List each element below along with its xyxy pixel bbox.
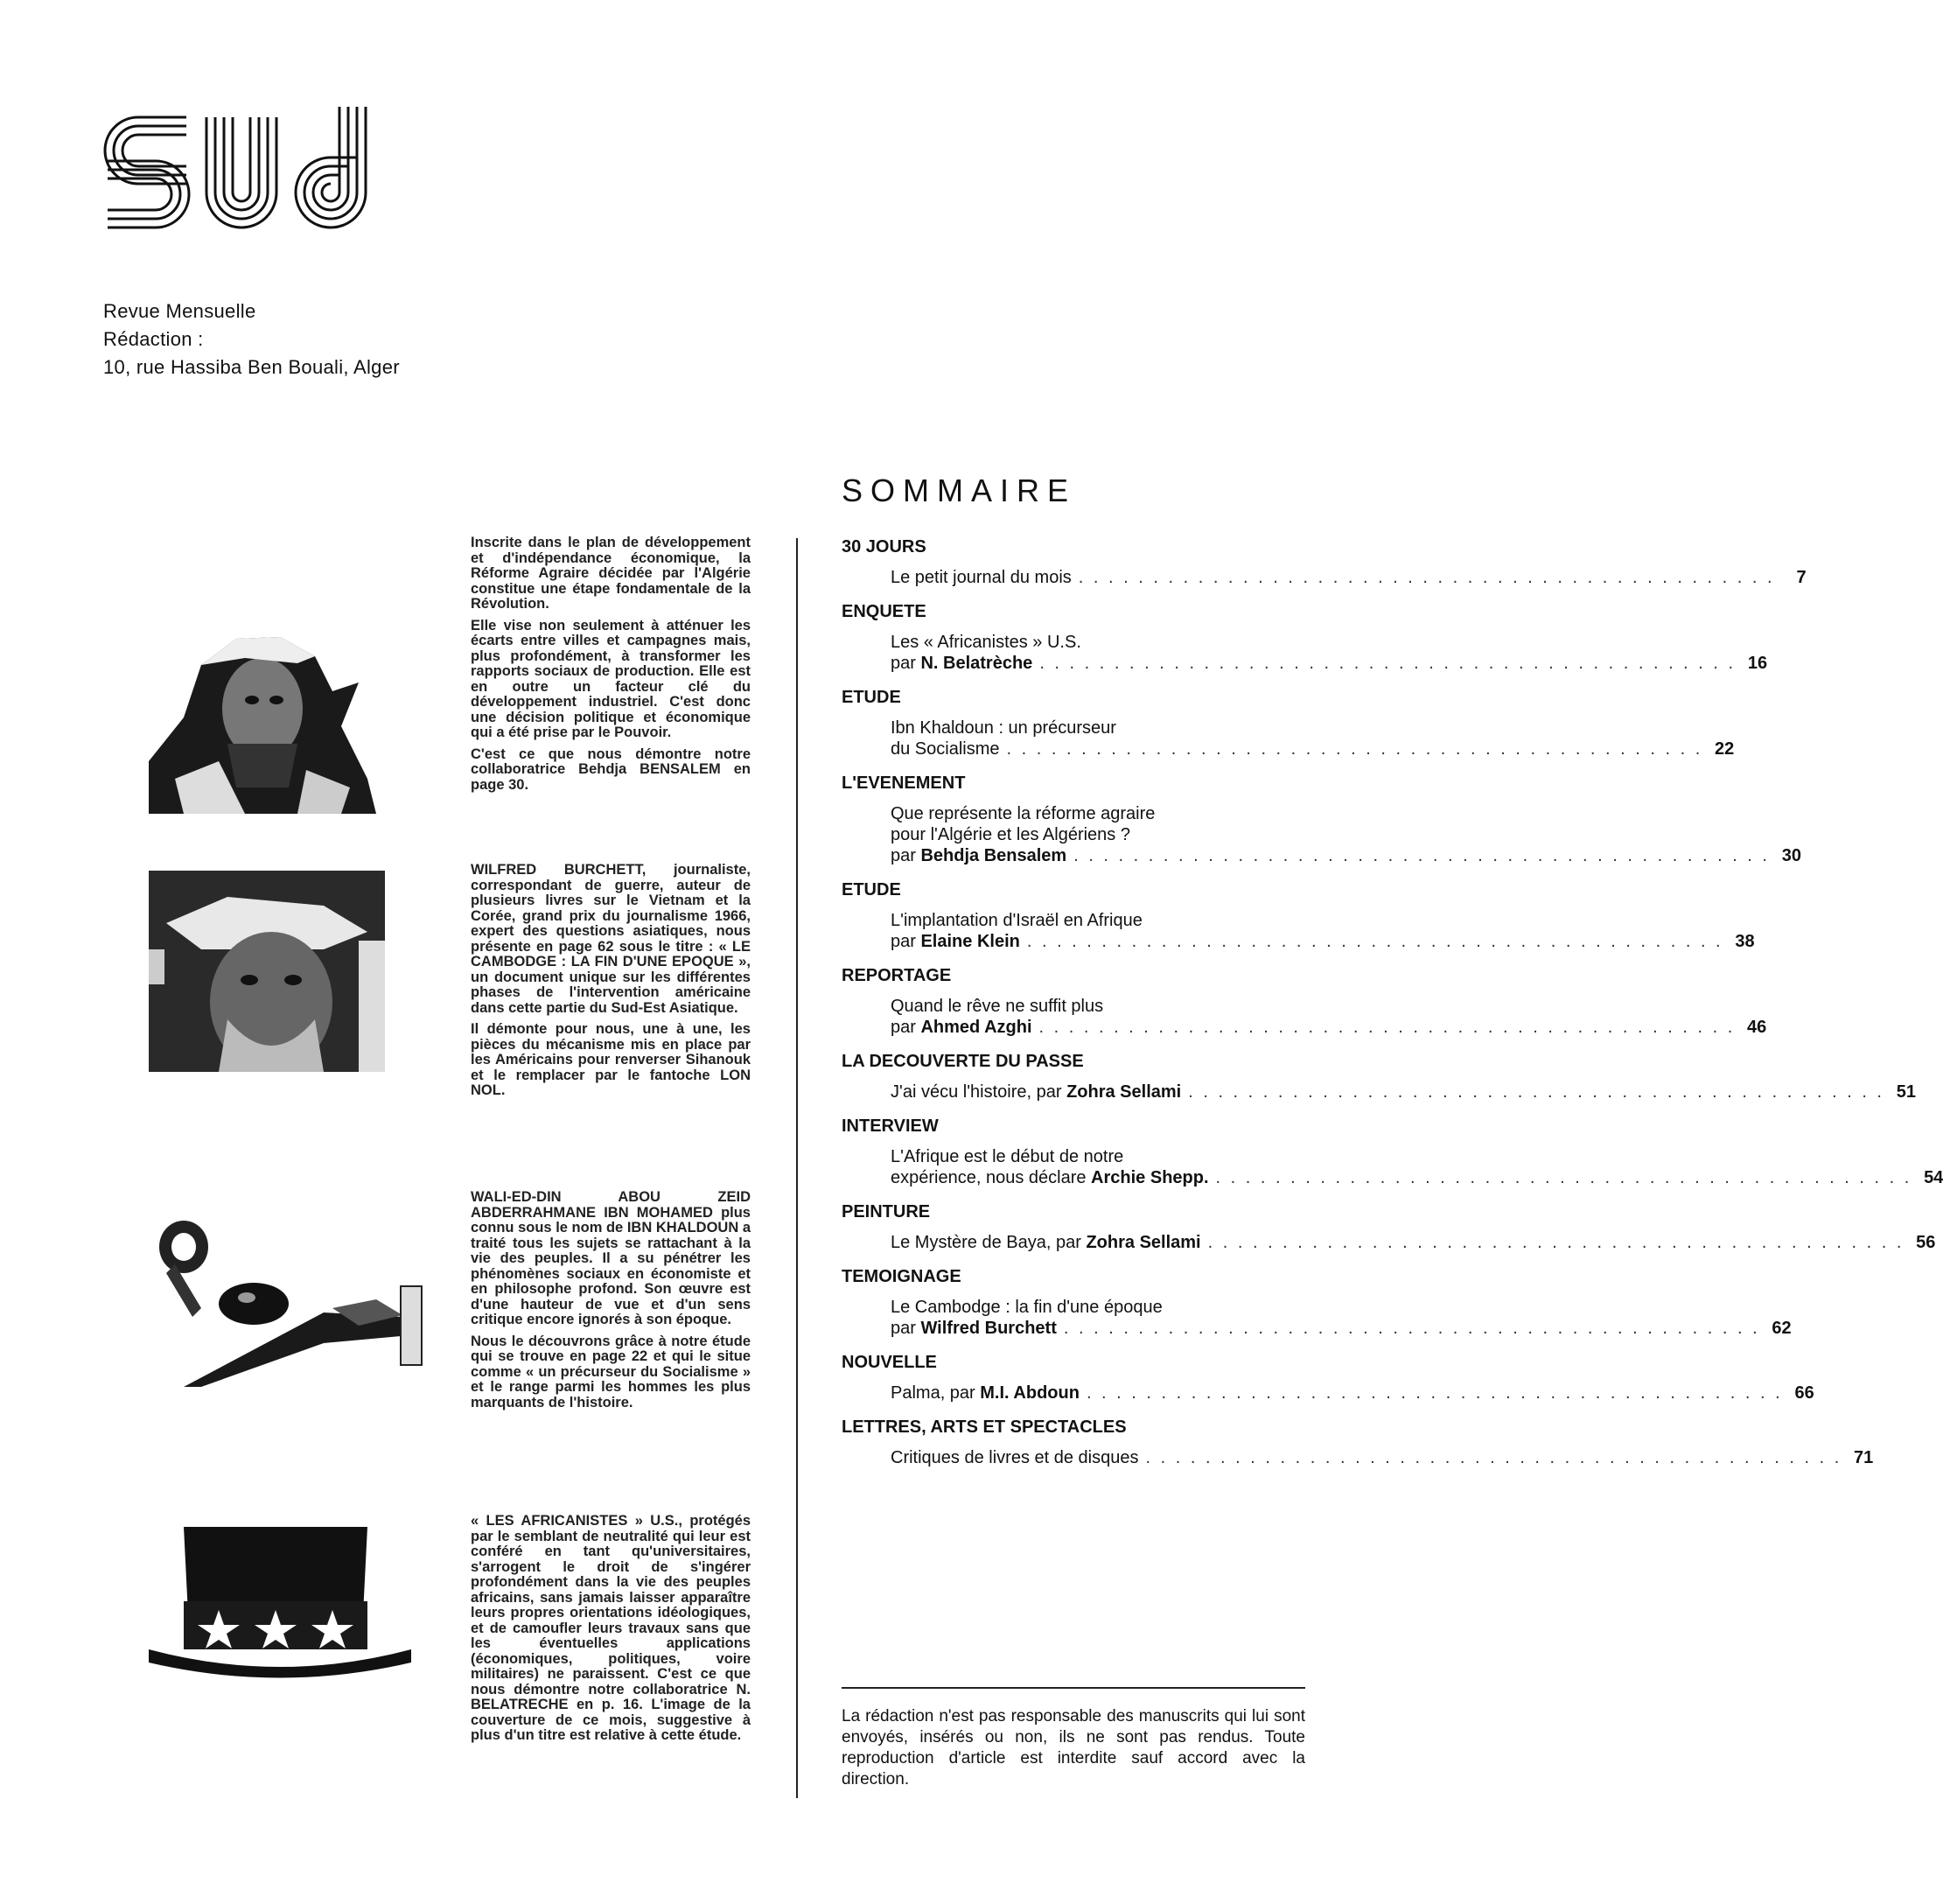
toc-page-number: 46 bbox=[1747, 1018, 1767, 1037]
toc-entry-text: Le petit journal du mois bbox=[891, 568, 1072, 587]
toc-entry[interactable] bbox=[842, 632, 1768, 674]
masthead-line2: Rédaction : bbox=[103, 328, 204, 350]
toc-section-heading: PEINTURE bbox=[842, 1202, 931, 1222]
toc-entry-text: Critiques de livres et de disques bbox=[891, 1448, 1139, 1467]
toc-entry-author: M.I. Abdoun bbox=[980, 1383, 1080, 1403]
photo-ink-quill bbox=[149, 1212, 429, 1387]
blurb-paragraph: WILFRED BURCHETT, journaliste, correspondant de guerre, auteur de plusieurs livres sur le Vietnam et la Corée, grand prix du journalisme 1966, expert des questions asiatiques, nous présente en page 62 sous le titre : « LE CAMBODGE : LA FIN D'UNE EPOQUE », un document unique sur les différentes phases de l'intervention américaine dans cette partie du Sud-Est Asiatique. bbox=[471, 862, 751, 1016]
toc-entry-text: par bbox=[891, 1018, 921, 1037]
toc-entry-text: Palma, par bbox=[891, 1383, 981, 1403]
blurb-paragraph: Il démonte pour nous, une à une, les pièces du mécanisme mis en place par les Américains pour renverser Sihanouk et le remplacer par le fantoche LON NOL. bbox=[471, 1021, 751, 1098]
toc-leader-dots: . . . . . . . . . . . . . . . . . . . . . . . . . . . . . . . . . . . . . . . . . . . . . . . bbox=[1188, 1082, 1884, 1102]
toc-page-number: 56 bbox=[1916, 1233, 1936, 1252]
toc-page-number: 16 bbox=[1747, 654, 1768, 673]
toc-section-heading: L'EVENEMENT bbox=[842, 774, 966, 793]
toc-section bbox=[842, 772, 1801, 866]
blurb-reforme-agraire bbox=[471, 536, 751, 799]
toc-entry-text: expérience, nous déclare bbox=[891, 1168, 1092, 1187]
toc-entry-line: L'Afrique est le début de notre bbox=[891, 1147, 1124, 1166]
toc-leader-dots: . . . . . . . . . . . . . . . . . . . . . . . . . . . . . . . . . . . . . . . . . . . . . . . bbox=[1215, 1168, 1912, 1187]
toc-entry-line: Que représente la réforme agraire bbox=[891, 804, 1156, 823]
toc-section bbox=[842, 1416, 1874, 1468]
masthead bbox=[103, 298, 400, 382]
toc-leader-dots: . . . . . . . . . . . . . . . . . . . . . . . . . . . . . . . . . . . . . . . . . . . . . . . bbox=[1145, 1448, 1842, 1467]
toc-entry[interactable] bbox=[842, 1082, 1916, 1102]
toc-entry[interactable] bbox=[842, 910, 1755, 952]
toc-section-heading: LETTRES, ARTS ET SPECTACLES bbox=[842, 1418, 1127, 1437]
table-of-contents bbox=[842, 536, 1943, 1480]
toc-entry-line: Quand le rêve ne suffit plus bbox=[891, 997, 1104, 1016]
toc-page-number: 66 bbox=[1794, 1383, 1814, 1403]
toc-section bbox=[842, 686, 1735, 760]
toc-page-number: 30 bbox=[1781, 846, 1801, 865]
toc-page-number: 71 bbox=[1854, 1448, 1874, 1467]
toc-entry-author: Ahmed Azghi bbox=[920, 1018, 1032, 1037]
toc-entry-author: Zohra Sellami bbox=[1086, 1233, 1201, 1252]
blurb-paragraph: C'est ce que nous démontre notre collaboratrice Behdja BENSALEM en page 30. bbox=[471, 746, 751, 793]
toc-section-heading: INTERVIEW bbox=[842, 1116, 939, 1136]
toc-entry[interactable] bbox=[842, 1382, 1814, 1404]
toc-section-heading: LA DECOUVERTE DU PASSE bbox=[842, 1052, 1084, 1071]
toc-entry[interactable] bbox=[842, 996, 1767, 1038]
toc-section bbox=[842, 600, 1768, 674]
toc-entry-author: Zohra Sellami bbox=[1066, 1082, 1182, 1102]
toc-entry-text: J'ai vécu l'histoire, par bbox=[891, 1082, 1067, 1102]
toc-section bbox=[842, 878, 1755, 952]
masthead-address: 10, rue Hassiba Ben Bouali, Alger bbox=[103, 356, 400, 378]
blurb-paragraph: « LES AFRICANISTES » U.S., protégés par le semblant de neutralité qui leur est conféré en tant qu'universitaires, s'arrogent le droit de s'ingérer profondément dans la vie des peuples africains, sans jamais laisser apparaître leurs propres orientations idéologiques, et de camoufler leurs travaux sans que les éventuelles applications (économiques, politiques, voire militaires) ne paraissent. C'est ce que nous démontre notre collaboratrice N. BELATRECHE en p. 16. L'image de la couverture de ce mois, suggestive à plus d'un titre est relative à cette étude. bbox=[471, 1513, 751, 1743]
toc-entry[interactable] bbox=[842, 1146, 1943, 1188]
toc-entry-text: Le Mystère de Baya, par bbox=[891, 1233, 1087, 1252]
toc-entry[interactable] bbox=[842, 567, 1807, 588]
toc-section bbox=[842, 1115, 1943, 1188]
toc-leader-dots: . . . . . . . . . . . . . . . . . . . . . . . . . . . . . . . . . . . . . . . . . . . . . . . bbox=[1039, 654, 1737, 673]
toc-section-heading: TEMOIGNAGE bbox=[842, 1267, 961, 1286]
toc-entry[interactable] bbox=[842, 1297, 1792, 1339]
toc-entry-author: N. Belatrèche bbox=[920, 654, 1033, 673]
toc-entry-author: Wilfred Burchett bbox=[920, 1319, 1057, 1338]
blurb-paragraph: Nous le découvrons grâce à notre étude qui se trouve en page 22 et qui le situe comme « un précurseur du Socialisme » et le range parmi les hommes les plus marquants de l'histoire. bbox=[471, 1333, 751, 1410]
sommaire-title: SOMMAIRE bbox=[842, 472, 1077, 508]
toc-section-heading: ETUDE bbox=[842, 688, 901, 707]
toc-entry-text: par bbox=[891, 932, 921, 951]
blurb-paragraph: WALI-ED-DIN ABOU ZEID ABDERRAHMANE IBN MOHAMED plus connu sous le nom de IBN KHALDOUN a traité tous les sujets se rattachant à la vie des peuples. Il a su pénétrer les phénomènes sociaux en économiste et en philosophe profond. Son œuvre est d'une hauteur de vue et d'un sens critique encore ignorés à son époque. bbox=[471, 1189, 751, 1327]
toc-entry-text: par bbox=[891, 654, 921, 673]
toc-entry[interactable] bbox=[842, 718, 1735, 760]
toc-leader-dots: . . . . . . . . . . . . . . . . . . . . . . . . . . . . . . . . . . . . . . . . . . . . . . . bbox=[1086, 1383, 1783, 1403]
toc-section bbox=[842, 964, 1767, 1038]
toc-page-number: 51 bbox=[1896, 1082, 1916, 1102]
toc-entry-text: par bbox=[891, 846, 921, 865]
footer-divider bbox=[842, 1687, 1305, 1689]
blurb-africanistes bbox=[471, 1514, 751, 1750]
toc-section-heading: 30 JOURS bbox=[842, 537, 926, 556]
photo-burchett bbox=[149, 871, 429, 1072]
toc-section bbox=[842, 1200, 1936, 1253]
blurb-paragraph: Elle vise non seulement à atténuer les écarts entre villes et campagnes mais, plus profondément, à transformer les rapports sociaux de production. Elle est en outre un facteur clé du développement industriel. C'est donc une décision politique et économique qui a été prise par le Pouvoir. bbox=[471, 617, 751, 740]
masthead-line1: Revue Mensuelle bbox=[103, 300, 256, 322]
toc-section bbox=[842, 1265, 1792, 1339]
toc-section-heading: REPORTAGE bbox=[842, 966, 952, 985]
toc-entry-author: Archie Shepp. bbox=[1091, 1168, 1209, 1187]
toc-section bbox=[842, 536, 1807, 588]
photo-uncle-sam-hat bbox=[149, 1518, 429, 1693]
toc-entry-text: du Socialisme bbox=[891, 739, 1000, 759]
toc-entry[interactable] bbox=[842, 1447, 1874, 1468]
toc-entry-line: L'implantation d'Israël en Afrique bbox=[891, 911, 1143, 930]
toc-entry[interactable] bbox=[842, 1232, 1936, 1253]
toc-entry-text: par bbox=[891, 1319, 921, 1338]
toc-entry[interactable] bbox=[842, 803, 1801, 866]
toc-leader-dots: . . . . . . . . . . . . . . . . . . . . . . . . . . . . . . . . . . . . . . . . . . . . . . . bbox=[1078, 568, 1775, 587]
toc-page-number: 62 bbox=[1772, 1319, 1792, 1338]
blurb-paragraph: Inscrite dans le plan de développement et d'indépendance économique, la Réforme Agraire décidée par l'Algérie constitue une étape fondamentale de la Révolution. bbox=[471, 535, 751, 612]
toc-leader-dots: . . . . . . . . . . . . . . . . . . . . . . . . . . . . . . . . . . . . . . . . . . . . . . . bbox=[1006, 739, 1703, 759]
toc-leader-dots: . . . . . . . . . . . . . . . . . . . . . . . . . . . . . . . . . . . . . . . . . . . . . . . bbox=[1207, 1233, 1905, 1252]
toc-entry-author: Elaine Klein bbox=[920, 932, 1020, 951]
photo-peasant bbox=[149, 612, 429, 814]
toc-leader-dots: . . . . . . . . . . . . . . . . . . . . . . . . . . . . . . . . . . . . . . . . . . . . . . . bbox=[1026, 932, 1723, 951]
toc-page-number: 54 bbox=[1924, 1168, 1943, 1187]
toc-entry-line: Les « Africanistes » U.S. bbox=[891, 633, 1081, 652]
column-divider bbox=[796, 538, 798, 1798]
toc-leader-dots: . . . . . . . . . . . . . . . . . . . . . . . . . . . . . . . . . . . . . . . . . . . . . . . bbox=[1063, 1319, 1760, 1338]
toc-entry-line: Le Cambodge : la fin d'une époque bbox=[891, 1298, 1163, 1317]
toc-leader-dots: . . . . . . . . . . . . . . . . . . . . . . . . . . . . . . . . . . . . . . . . . . . . . . . bbox=[1038, 1018, 1736, 1037]
toc-section-heading: NOUVELLE bbox=[842, 1353, 937, 1372]
toc-leader-dots: . . . . . . . . . . . . . . . . . . . . . . . . . . . . . . . . . . . . . . . . . . . . . . . bbox=[1073, 846, 1770, 865]
blurb-burchett bbox=[471, 863, 751, 1105]
toc-section-heading: ENQUETE bbox=[842, 602, 926, 621]
toc-section bbox=[842, 1050, 1916, 1102]
disclaimer: La rédaction n'est pas responsable des manuscrits qui lui sont envoyés, insérés ou non, ils ne sont pas rendus. Toute reproduction d'article est interdite sauf accord avec la direction. bbox=[842, 1707, 1305, 1788]
blurb-ibn-khaldoun bbox=[471, 1190, 751, 1417]
sud-logo bbox=[103, 105, 374, 236]
toc-entry-author: Behdja Bensalem bbox=[920, 846, 1067, 865]
toc-page-number: 7 bbox=[1796, 568, 1807, 587]
toc-entry-line: Ibn Khaldoun : un précurseur bbox=[891, 718, 1116, 738]
toc-section-heading: ETUDE bbox=[842, 880, 901, 900]
toc-entry-line: pour l'Algérie et les Algériens ? bbox=[891, 825, 1130, 844]
toc-page-number: 38 bbox=[1735, 932, 1755, 951]
toc-section bbox=[842, 1351, 1814, 1404]
toc-page-number: 22 bbox=[1715, 739, 1735, 759]
